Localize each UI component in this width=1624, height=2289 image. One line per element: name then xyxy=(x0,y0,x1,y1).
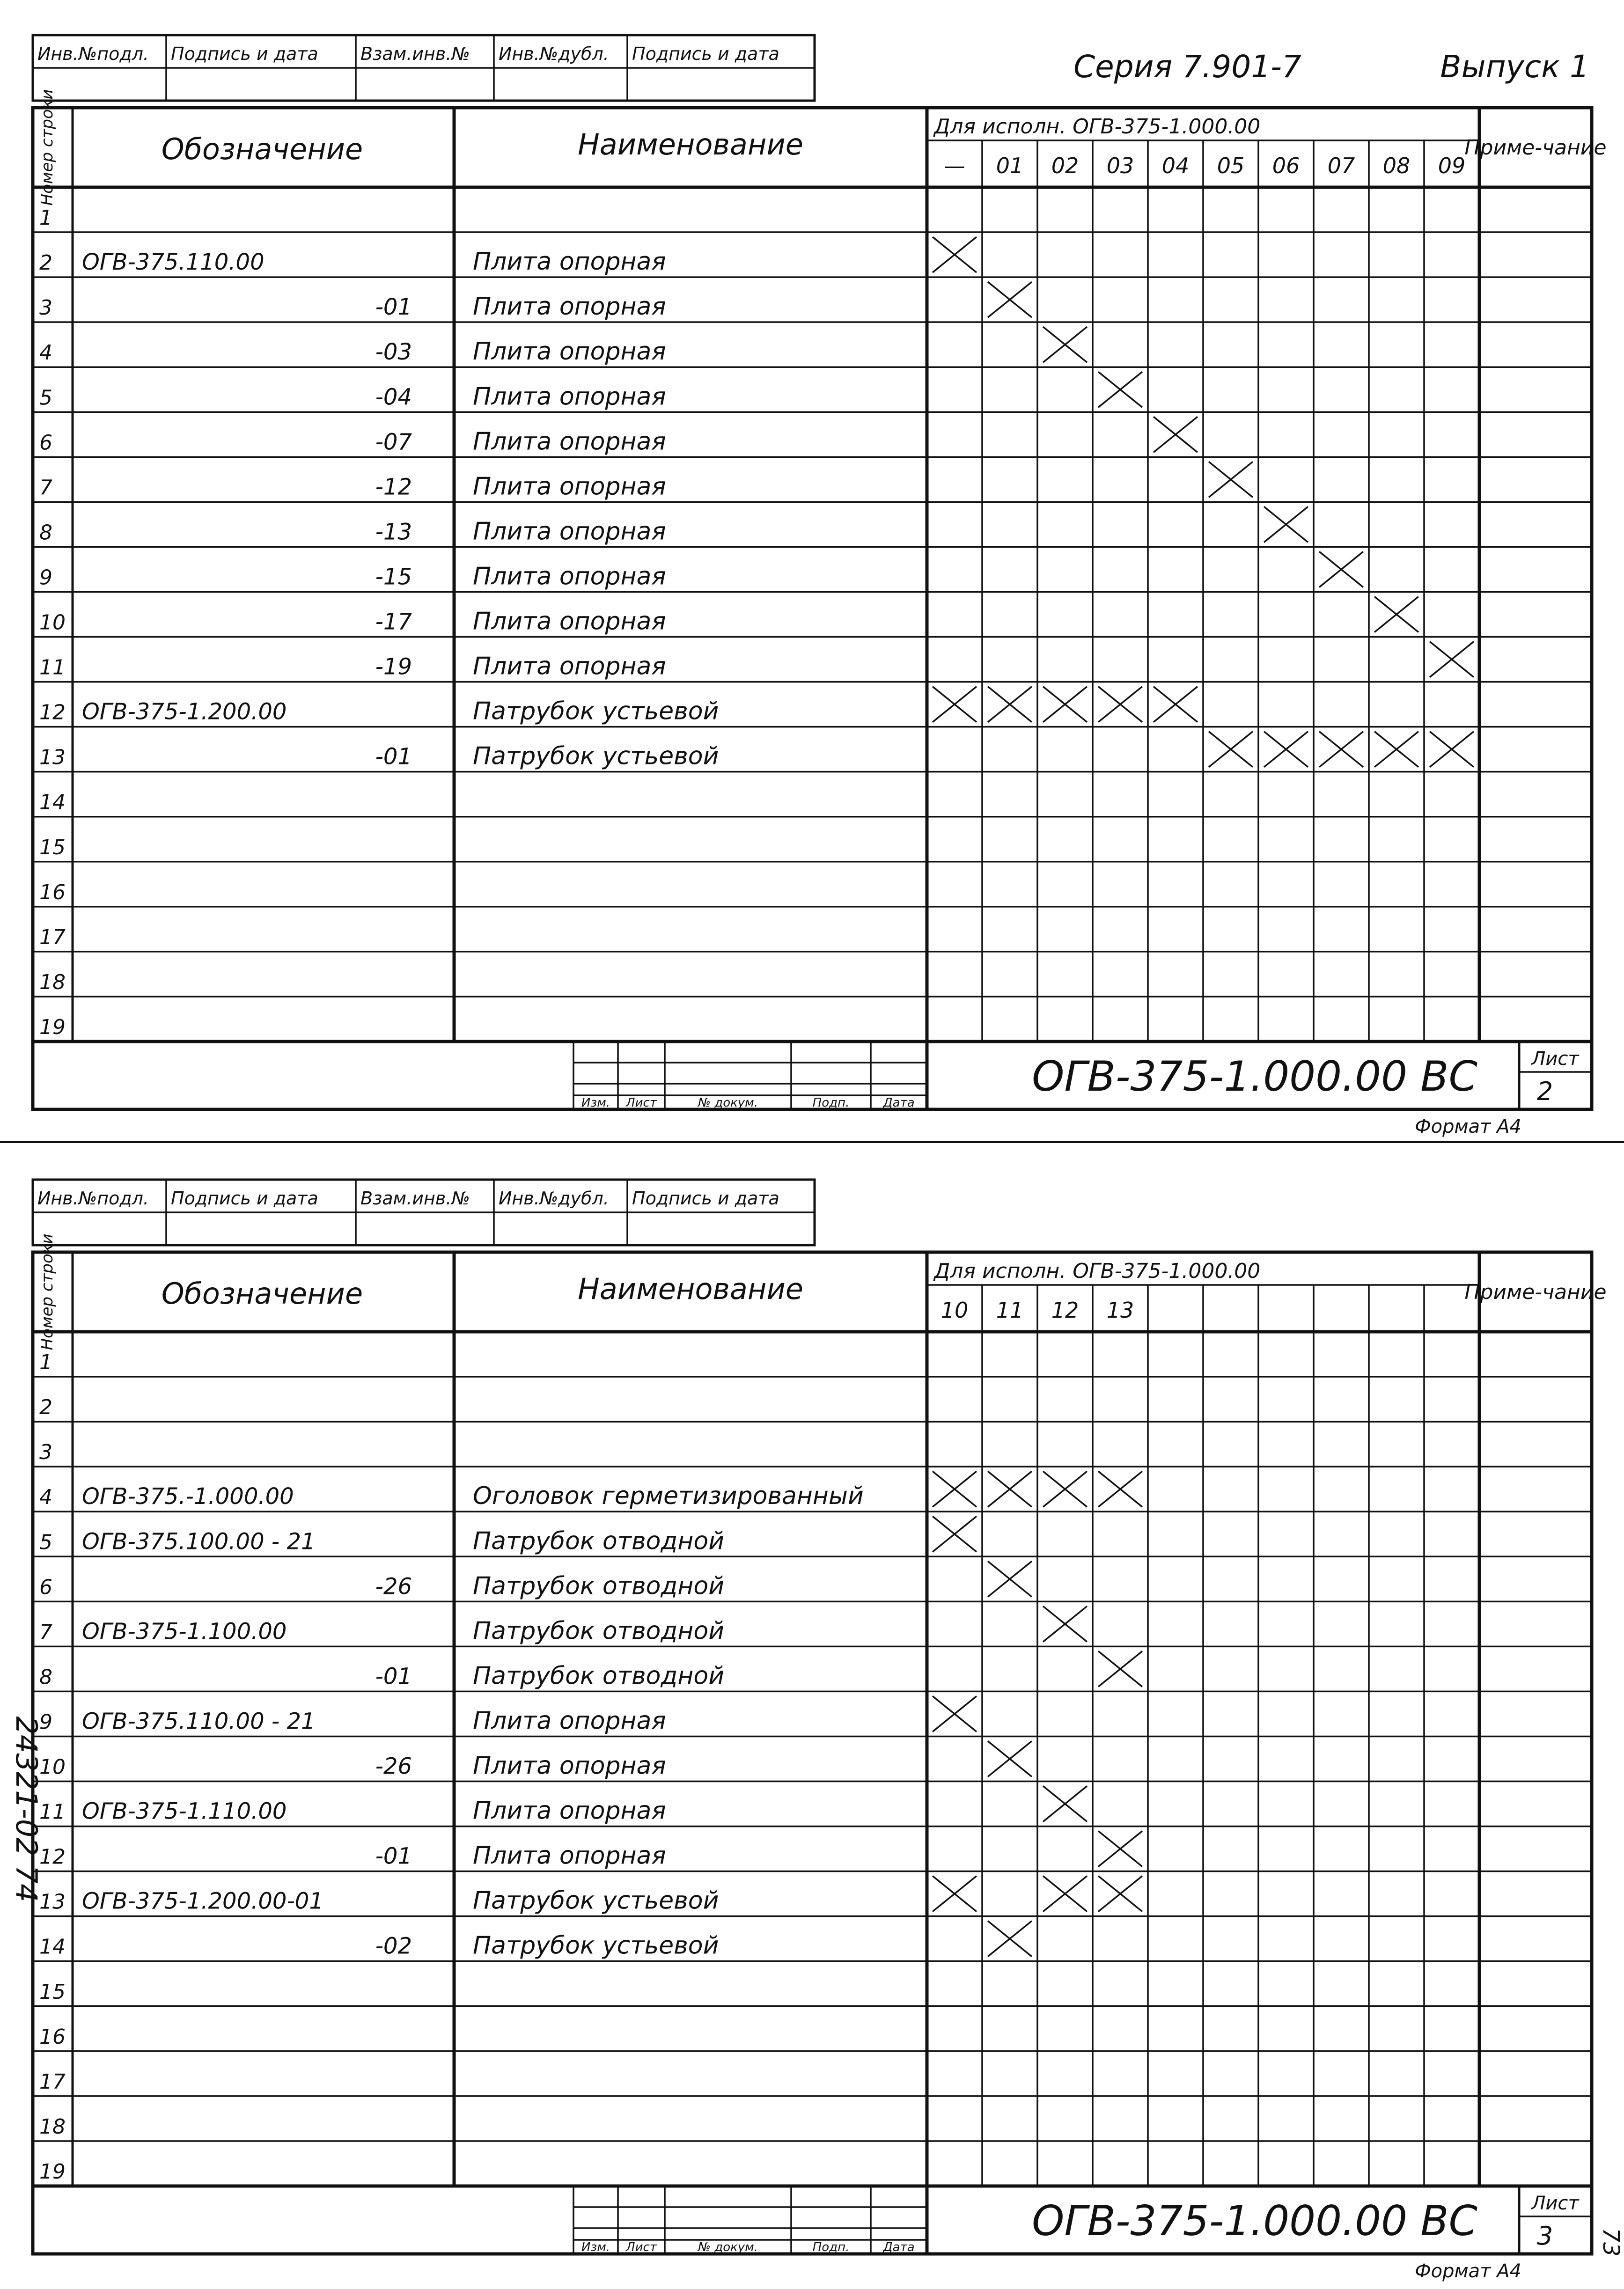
title-block-label: Дата xyxy=(883,2240,915,2254)
variant-cross-mark xyxy=(1374,732,1418,767)
row-number: 18 xyxy=(39,970,66,994)
name-cell: Патрубок устьевой xyxy=(473,697,719,726)
row-number: 10 xyxy=(39,610,66,635)
variant-cross-mark xyxy=(988,1921,1032,1957)
title-block-label: Изм. xyxy=(581,1096,610,1110)
designation-cell: -04 xyxy=(375,384,412,411)
cross-stroke xyxy=(1098,1651,1142,1687)
sheet-2-drawing xyxy=(0,0,1624,1144)
designation-cell: -26 xyxy=(375,1753,412,1780)
name-cell: Патрубок устьевой xyxy=(473,1886,719,1915)
cross-stroke xyxy=(1209,732,1253,767)
cross-stroke xyxy=(933,1876,977,1912)
cross-stroke xyxy=(1154,417,1198,452)
name-cell: Плита опорная xyxy=(473,517,666,546)
designation-cell: -26 xyxy=(375,1573,412,1600)
sheet-number: 2 xyxy=(1536,1077,1553,1106)
cross-stroke xyxy=(1154,687,1198,722)
row-number: 1 xyxy=(39,1350,52,1375)
row-number: 1 xyxy=(39,206,52,230)
variant-cross-mark xyxy=(933,1471,977,1507)
variant-label: 05 xyxy=(1217,153,1245,178)
row-number: 17 xyxy=(39,925,66,949)
designation-cell: -03 xyxy=(375,339,412,366)
designation-cell: ОГВ-375.-1.000.00 xyxy=(82,1483,294,1510)
row-number: 19 xyxy=(39,2160,66,2184)
variant-cross-mark xyxy=(933,1876,977,1912)
cross-stroke xyxy=(1374,732,1418,767)
cross-stroke xyxy=(988,1921,1032,1957)
cross-stroke xyxy=(1043,1606,1087,1642)
stamp-header-label: Подпись и дата xyxy=(632,44,779,64)
cross-stroke xyxy=(988,1561,1032,1597)
variant-cross-mark xyxy=(1374,596,1418,632)
name-cell: Плита опорная xyxy=(473,607,666,636)
cross-stroke xyxy=(1264,732,1308,767)
document-code: ОГВ-375-1.000.00 ВС xyxy=(1032,2197,1477,2245)
variant-cross-mark xyxy=(1043,327,1087,362)
variant-cross-mark xyxy=(1043,1471,1087,1507)
title-block-label: Лист xyxy=(626,2240,657,2254)
sheet-frame xyxy=(33,108,1592,1109)
designation-cell: -12 xyxy=(375,474,412,500)
designation-cell: ОГВ-375.110.00 - 21 xyxy=(82,1708,316,1735)
cross-stroke xyxy=(1043,327,1087,362)
variant-label: 02 xyxy=(1051,153,1079,178)
designation-cell: ОГВ-375-1.200.00-01 xyxy=(82,1888,323,1915)
cross-stroke xyxy=(1098,1831,1142,1867)
row-number-header: Номер строки xyxy=(38,1233,57,1350)
variant-cross-mark xyxy=(1043,1606,1087,1642)
cross-stroke xyxy=(1098,1471,1142,1507)
variant-group-header: Для исполн. ОГВ-375-1.000.00 xyxy=(934,115,1261,139)
cross-stroke xyxy=(1430,642,1474,677)
designation-cell: -01 xyxy=(375,743,412,770)
cross-stroke xyxy=(988,687,1032,722)
designation-cell: ОГВ-375-1.200.00 xyxy=(82,698,287,725)
row-number: 18 xyxy=(39,2114,66,2139)
designation-cell: -19 xyxy=(375,653,412,680)
cross-stroke xyxy=(988,1471,1032,1507)
variant-cross-mark xyxy=(1264,506,1308,542)
cross-stroke xyxy=(1374,596,1418,632)
row-number: 4 xyxy=(39,341,52,365)
row-number: 10 xyxy=(39,1755,66,1779)
row-number: 7 xyxy=(39,476,52,500)
name-cell: Патрубок отводной xyxy=(473,1662,724,1690)
cross-stroke xyxy=(1043,687,1087,722)
variant-cross-mark xyxy=(1043,1786,1087,1822)
series-label: Серия 7.901-7 xyxy=(1073,49,1301,85)
name-cell: Плита опорная xyxy=(473,1841,666,1870)
variant-cross-mark xyxy=(1098,1831,1142,1867)
row-number-header: Номер строки xyxy=(38,89,57,206)
variant-cross-mark xyxy=(988,1471,1032,1507)
title-block-label: Подп. xyxy=(812,1096,850,1110)
sheet-3-drawing xyxy=(0,1144,1624,2289)
designation-cell: -01 xyxy=(375,294,412,321)
name-cell: Плита опорная xyxy=(473,1752,666,1780)
designation-cell: -07 xyxy=(375,429,412,455)
cross-stroke xyxy=(933,237,977,272)
stamp-header-label: Подпись и дата xyxy=(632,1188,779,1209)
row-number: 12 xyxy=(39,1845,66,1869)
row-number: 14 xyxy=(39,1935,66,1959)
cross-stroke xyxy=(1043,1786,1087,1822)
sheet-number: 3 xyxy=(1536,2221,1553,2251)
row-number: 11 xyxy=(39,655,66,680)
name-cell: Патрубок отводной xyxy=(473,1527,724,1555)
cross-stroke xyxy=(1430,732,1474,767)
row-number: 11 xyxy=(39,1800,66,1824)
stamp-header-label: Взам.инв.№ xyxy=(360,1188,470,1209)
name-cell: Плита опорная xyxy=(473,293,666,321)
row-number: 9 xyxy=(39,565,52,590)
variant-cross-mark xyxy=(933,1696,977,1731)
name-cell: Плита опорная xyxy=(473,427,666,456)
stamp-header-label: Инв.№подл. xyxy=(37,1188,149,1209)
designation-cell: ОГВ-375.100.00 - 21 xyxy=(82,1528,316,1555)
designation-cell: -15 xyxy=(375,564,412,590)
issue-label: Выпуск 1 xyxy=(1440,49,1589,85)
stamp-header-label: Инв.№подл. xyxy=(37,44,149,64)
variant-label: 01 xyxy=(996,153,1024,178)
variant-label: 09 xyxy=(1438,153,1466,178)
designation-cell: ОГВ-375-1.110.00 xyxy=(82,1798,287,1825)
stamp-header-label: Инв.№дубл. xyxy=(499,44,609,64)
row-number: 17 xyxy=(39,2069,66,2094)
designation-cell: -01 xyxy=(375,1843,412,1870)
row-number: 8 xyxy=(39,521,52,545)
cross-stroke xyxy=(1264,506,1308,542)
variant-label: 13 xyxy=(1106,1298,1134,1323)
variant-cross-mark xyxy=(988,282,1032,317)
spec-sheet-2 xyxy=(0,0,1624,1144)
variant-label: 08 xyxy=(1382,153,1411,178)
variant-cross-mark xyxy=(1430,732,1474,767)
name-cell: Патрубок отводной xyxy=(473,1572,724,1600)
name-cell: Плита опорная xyxy=(473,337,666,366)
cross-stroke xyxy=(988,1741,1032,1776)
row-number: 15 xyxy=(39,1980,66,2004)
variant-cross-mark xyxy=(1319,732,1363,767)
variant-label: 03 xyxy=(1106,153,1134,178)
stamp-header-label: Взам.инв.№ xyxy=(360,44,470,64)
name-cell: Патрубок устьевой xyxy=(473,742,719,770)
stamp-header-label: Подпись и дата xyxy=(171,1188,318,1209)
note-header: Приме-чание xyxy=(1464,136,1607,160)
cross-stroke xyxy=(933,687,977,722)
cross-stroke xyxy=(1098,372,1142,407)
designation-cell: -02 xyxy=(375,1933,412,1959)
row-number: 12 xyxy=(39,700,66,725)
cross-stroke xyxy=(988,282,1032,317)
variant-cross-mark xyxy=(988,687,1032,722)
name-cell: Плита опорная xyxy=(473,1797,666,1825)
variant-cross-mark xyxy=(1098,1651,1142,1687)
title-block-label: Подп. xyxy=(812,2240,850,2254)
cross-stroke xyxy=(933,1516,977,1552)
variant-cross-mark xyxy=(1043,687,1087,722)
title-block-label: Изм. xyxy=(581,2240,610,2254)
variant-cross-mark xyxy=(933,237,977,272)
title-block-label: Дата xyxy=(883,1096,915,1110)
document-code: ОГВ-375-1.000.00 ВС xyxy=(1032,1052,1477,1100)
variant-label: 04 xyxy=(1161,153,1190,178)
variant-label: 11 xyxy=(996,1298,1024,1323)
name-cell: Плита опорная xyxy=(473,248,666,276)
designation-header: Обозначение xyxy=(161,132,363,166)
variant-cross-mark xyxy=(933,687,977,722)
page-number: 73 xyxy=(1598,2228,1624,2257)
cross-stroke xyxy=(933,1696,977,1731)
cross-stroke xyxy=(1043,1876,1087,1912)
designation-header: Обозначение xyxy=(161,1277,363,1311)
cross-stroke xyxy=(1319,551,1363,587)
name-cell: Патрубок отводной xyxy=(473,1617,724,1645)
sheet-label: Лист xyxy=(1531,2193,1579,2214)
variant-label: 06 xyxy=(1272,153,1300,178)
variant-cross-mark xyxy=(1098,1471,1142,1507)
variant-cross-mark xyxy=(1098,372,1142,407)
designation-cell: -01 xyxy=(375,1663,412,1690)
row-number: 19 xyxy=(39,1015,66,1039)
name-cell: Плита опорная xyxy=(473,1707,666,1735)
variant-cross-mark xyxy=(988,1561,1032,1597)
archive-number-stamp: 24321-02 74 xyxy=(9,1716,44,1902)
name-header: Наименование xyxy=(578,1272,803,1306)
name-cell: Плита опорная xyxy=(473,652,666,681)
variant-cross-mark xyxy=(1043,1876,1087,1912)
variant-cross-mark xyxy=(1154,687,1198,722)
variant-label: — xyxy=(944,153,965,178)
row-number: 15 xyxy=(39,835,66,859)
variant-cross-mark xyxy=(1098,1876,1142,1912)
variant-cross-mark xyxy=(1209,462,1253,497)
variant-label: 10 xyxy=(941,1298,969,1323)
row-number: 5 xyxy=(39,1530,52,1555)
name-cell: Плита опорная xyxy=(473,382,666,411)
cross-stroke xyxy=(933,1471,977,1507)
sheet-frame xyxy=(33,1252,1592,2254)
variant-label: 07 xyxy=(1327,153,1355,178)
row-number: 2 xyxy=(39,251,52,275)
name-header: Наименование xyxy=(578,127,803,161)
row-number: 16 xyxy=(39,2025,66,2049)
variant-cross-mark xyxy=(1264,732,1308,767)
variant-label: 12 xyxy=(1051,1298,1079,1323)
variant-cross-mark xyxy=(988,1741,1032,1776)
variant-group-header: Для исполн. ОГВ-375-1.000.00 xyxy=(934,1259,1261,1283)
row-number: 5 xyxy=(39,386,52,410)
row-number: 14 xyxy=(39,790,66,814)
name-cell: Оголовок герметизированный xyxy=(473,1482,864,1511)
variant-cross-mark xyxy=(1209,732,1253,767)
variant-cross-mark xyxy=(1154,417,1198,452)
stamp-header-label: Подпись и дата xyxy=(171,44,318,64)
cross-stroke xyxy=(1098,1876,1142,1912)
cross-stroke xyxy=(1319,732,1363,767)
designation-cell: -17 xyxy=(375,609,412,635)
sheet-label: Лист xyxy=(1531,1048,1579,1070)
stamp-header-label: Инв.№дубл. xyxy=(499,1188,609,1209)
row-number: 7 xyxy=(39,1620,52,1644)
cross-stroke xyxy=(1209,462,1253,497)
note-header: Приме-чание xyxy=(1464,1280,1607,1304)
row-number: 16 xyxy=(39,880,66,904)
title-block-label: Лист xyxy=(626,1096,657,1110)
variant-cross-mark xyxy=(1319,551,1363,587)
format-label: Формат А4 xyxy=(1415,2260,1521,2282)
row-number: 2 xyxy=(39,1395,52,1420)
cross-stroke xyxy=(1043,1471,1087,1507)
row-number: 4 xyxy=(39,1485,52,1510)
row-number: 6 xyxy=(39,1575,52,1599)
name-cell: Плита опорная xyxy=(473,562,666,591)
spec-sheet-3 xyxy=(0,1144,1624,2289)
designation-cell: ОГВ-375.110.00 xyxy=(82,249,265,276)
designation-cell: -13 xyxy=(375,519,412,545)
designation-cell: ОГВ-375-1.100.00 xyxy=(82,1618,287,1645)
row-number: 6 xyxy=(39,431,52,455)
variant-cross-mark xyxy=(1430,642,1474,677)
row-number: 13 xyxy=(39,1890,66,1914)
row-number: 3 xyxy=(39,1440,52,1465)
title-block-label: № докум. xyxy=(698,1096,758,1110)
variant-cross-mark xyxy=(1098,687,1142,722)
row-number: 8 xyxy=(39,1665,52,1689)
row-number: 9 xyxy=(39,1710,52,1734)
name-cell: Патрубок устьевой xyxy=(473,1931,719,1960)
variant-cross-mark xyxy=(933,1516,977,1552)
title-block-label: № докум. xyxy=(698,2240,758,2254)
name-cell: Плита опорная xyxy=(473,472,666,501)
cross-stroke xyxy=(1098,687,1142,722)
format-label: Формат А4 xyxy=(1415,1116,1521,1137)
row-number: 13 xyxy=(39,745,66,770)
row-number: 3 xyxy=(39,296,52,320)
